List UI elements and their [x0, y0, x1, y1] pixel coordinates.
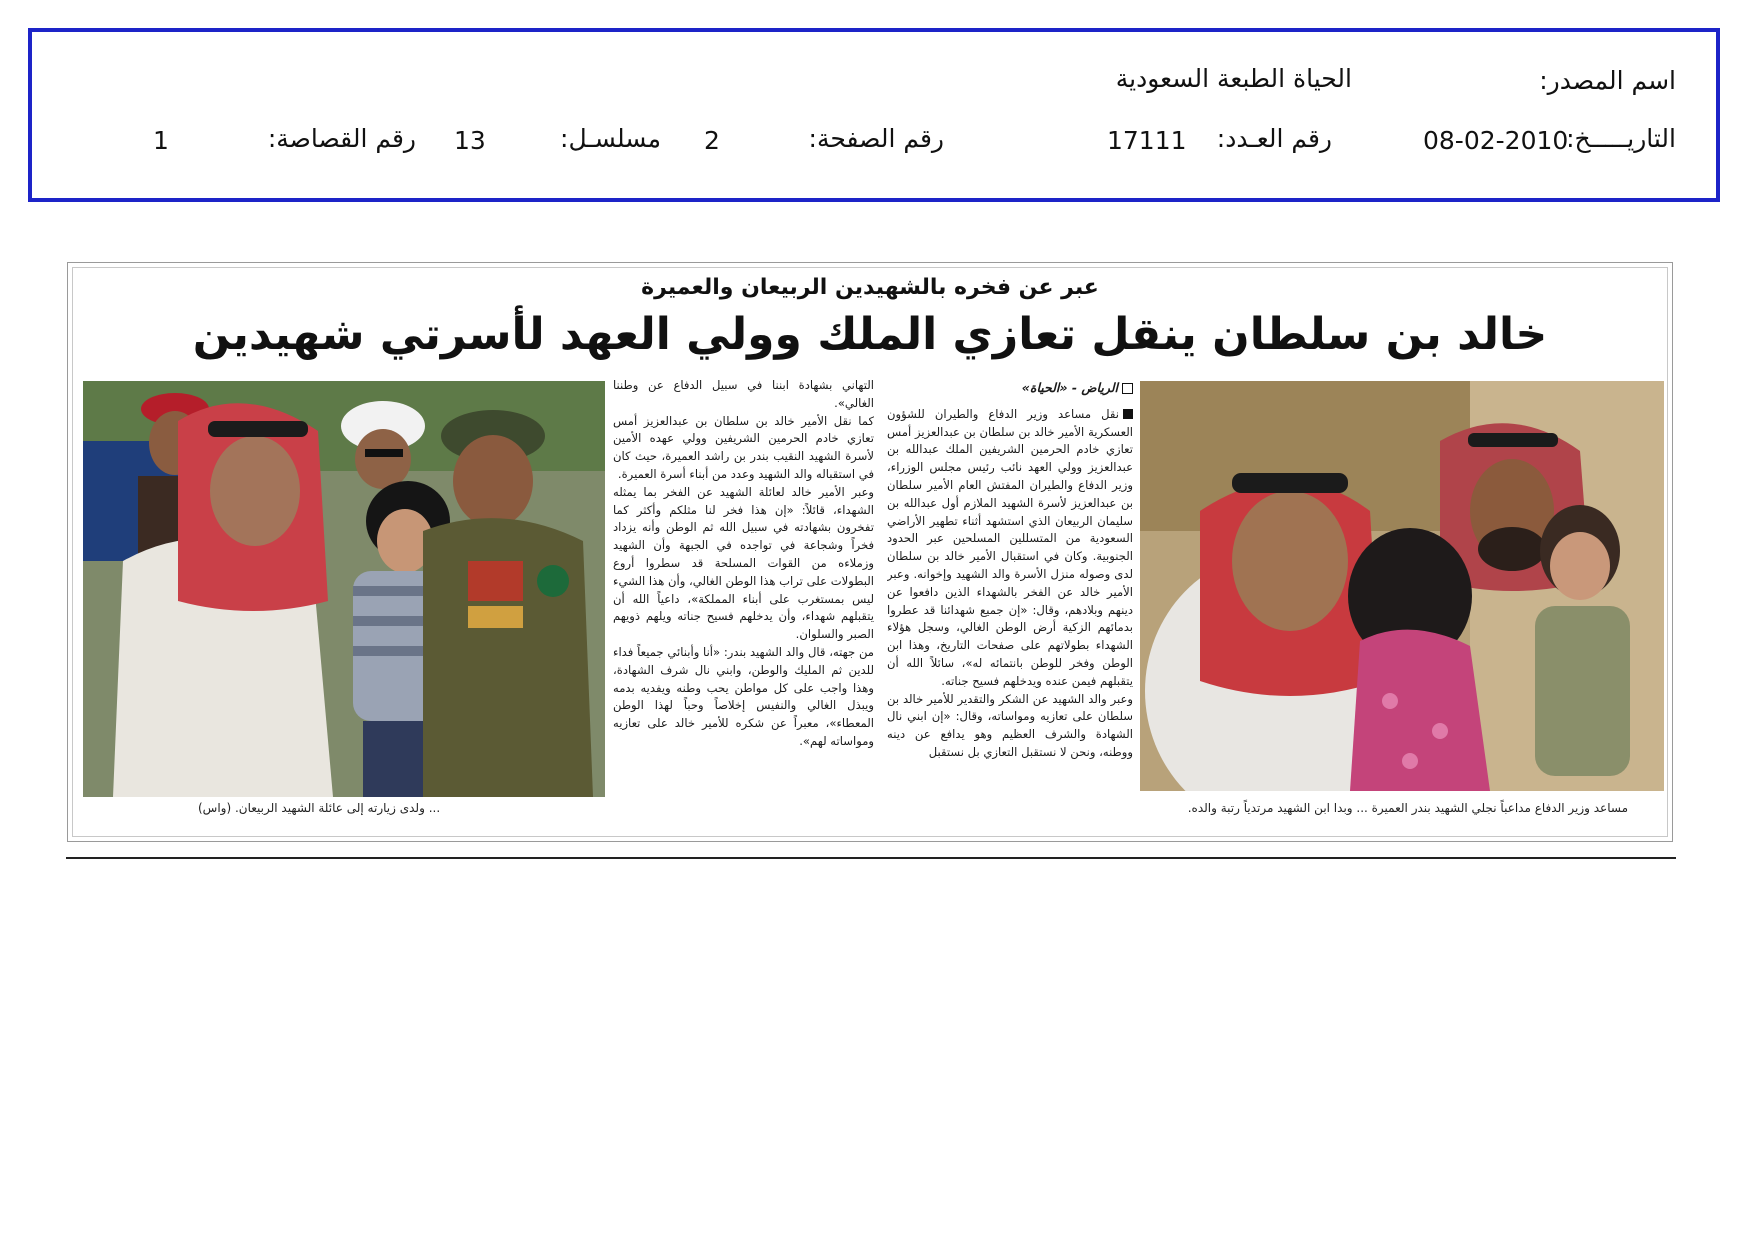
byline: الرياض - «الحياة»	[887, 379, 1133, 397]
photo-prince-with-children	[1140, 381, 1664, 791]
newspaper-clipping	[67, 262, 1673, 842]
issue-value: 17111	[1107, 126, 1187, 155]
clipping-info-box	[28, 28, 1720, 202]
article-headline: خالد بن سلطان ينقل تعازي الملك وولي العهد لأسرتي شهيدين	[192, 309, 1548, 360]
photo-prince-with-officers	[83, 381, 605, 797]
paragraph: التهاني بشهادة ابننا في سبيل الدفاع عن وطننا الغالي».	[613, 378, 874, 410]
date-label: التاريـــــخ:	[1566, 124, 1676, 153]
clip-number-value: 1	[153, 126, 169, 155]
serial-label: مسلسـل:	[560, 124, 661, 153]
paragraph: وعبر الأمير خالد لعائلة الشهيد عن الفخر بما يمثله الشهداء، قائلاً: «إن هذا فخر لنا مثلكم وأكثر كما تفخرون بشهادته في سبيل الله ثم الوطن وأنه يزداد فخراً وشجاعة في تواجده في الجبهة وأن الشهيد وزملاءه من القوات المسلحة قد سطروا أروع البطولات على تراب هذا الوطن الغالي، وأن هذا الشيء ليس بمستغرب على أبناء المملكة»، داعياً الله أن يتقبلهم شهداء، وأن يدخلهم فسيح جناته ويلهم ذويهم الصبر والسلوان.	[613, 484, 874, 642]
page-label: رقم الصفحة:	[808, 124, 944, 153]
page-value: 2	[704, 126, 720, 155]
clip-number-label: رقم القصاصة:	[267, 124, 416, 153]
article-kicker: عبر عن فخره بالشهيدين الربيعان والعميرة	[641, 275, 1099, 300]
text-column-left	[613, 377, 874, 834]
bottom-rule	[66, 857, 1676, 859]
text-column-right	[887, 379, 1133, 834]
serial-value: 13	[454, 126, 486, 155]
square-bullet-icon	[1123, 409, 1133, 419]
square-outline-icon	[1122, 383, 1133, 394]
source-label: اسم المصدر:	[1539, 66, 1676, 95]
paragraph: وعبر والد الشهيد عن الشكر والتقدير للأمير خالد بن سلطان على تعازيه ومواساته، وقال: «إن ابني نال الشهادة والشرف العظيم وهو يدافع عن دينه ووطنه، ونحن لا نستقبل التعازي بل نستقبل	[887, 691, 1133, 759]
paragraph: من جهته، قال والد الشهيد بندر: «أنا وأبنائي جميعاً فداء للدين ثم المليك والوطن، وابني نال شرف الشهادة، وهذا واجب على كل مواطن يحب وطنه ويفديه بدمه ويبذل الغالي والنفيس إخلاصاً وحباً لهذا الوطن المعطاء»، معبراً عن شكره للأمير خالد على تعازيه ومواساته لهم».	[613, 644, 874, 748]
caption-right-photo: مساعد وزير الدفاع مداعباً نجلي الشهيد بندر العميرة ... وبدا ابن الشهيد مرتدياً رتبة والده.	[1187, 801, 1628, 815]
paragraph: نقل مساعد وزير الدفاع والطيران للشؤون العسكرية الأمير خالد بن سلطان بن عبدالعزيز أمس تعازي خادم الحرمين الشريفين الملك عبدالله بن عبدالعزيز وولي العهد نائب رئيس مجلس الوزراء، وزير الدفاع والطيران المفتش العام الأمير سلطان بن عبدالعزيز لأسرة الشهيد الملازم أول عبدالله بن سليمان الربيعان الذي استشهد أثناء تطهير الأراضي السعودية من المتسللين المسلحين عبر الحدود الجنوبية. وكان في استقبال الأمير خالد بن سلطان لدى وصوله منزل الأسرة والد الشهيد وإخوانه. وعبر الأمير خالد عن الفخر بالشهداء الذين دافعوا عن دينهم وبلادهم، وقال: «إن جميع شهدائنا قد عطروا بدمائهم الزكية أرض الوطن الغالي، وسجل هؤلاء الشهداء بطولاتهم على صفحات التاريخ، وهذا ابن الوطن وفخر للوطن بانتمائه له»، سائلاً الله أن يتقبلهم فيمن عنده ويدخلهم فسيح جناته.	[887, 406, 1133, 688]
date-value: 08-02-2010	[1423, 126, 1569, 155]
issue-label: رقم العـدد:	[1216, 124, 1332, 153]
caption-left-photo: ... ولدى زيارته إلى عائلة الشهيد الربيعان. (واس)	[198, 801, 441, 815]
source-value: الحياة الطبعة السعودية	[1115, 64, 1352, 93]
paragraph: كما نقل الأمير خالد بن سلطان بن عبدالعزيز أمس تعازي خادم الحرمين الشريفين وولي عهده الأمين لأسرة الشهيد النقيب بندر بن راشد العميرة، حيث كان في استقباله والد الشهيد وعدد من أبناء أسرة العميرة.	[613, 413, 874, 481]
